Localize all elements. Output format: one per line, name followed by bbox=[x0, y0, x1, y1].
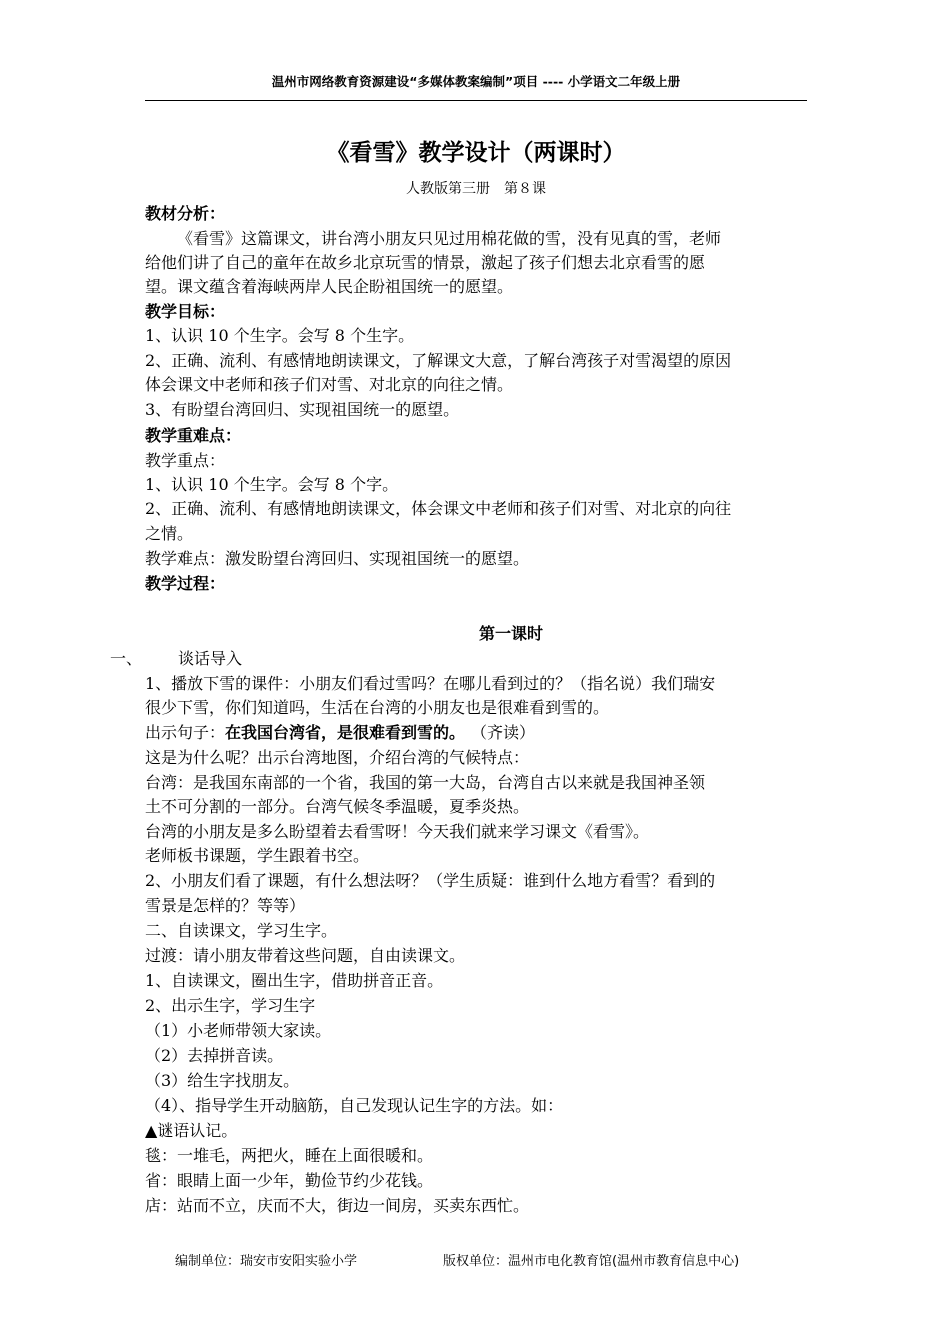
lesson-line: 1、播放下雪的课件：小朋友们看过雪吗？在哪儿看到过的？（指名说）我们瑞安 bbox=[145, 674, 716, 693]
lesson-line: 省：眼睛上面一少年，勤俭节约少花钱。 bbox=[145, 1171, 434, 1190]
lesson-line: 很少下雪，你们知道吗，生活在台湾的小朋友也是很难看到雪的。 bbox=[145, 698, 610, 717]
lesson-line: 2、小朋友们看了课题，有什么想法呀？（学生质疑：谁到什么地方看雪？看到的 bbox=[145, 871, 716, 890]
show-sentence-line bbox=[145, 721, 535, 745]
lesson-line: 毯：一堆毛，两把火，睡在上面很暖和。 bbox=[145, 1146, 434, 1165]
keypoint-line: 之情。 bbox=[145, 524, 194, 543]
document-title: 《看雪》教学设计（两课时） bbox=[326, 139, 626, 166]
keypoint-line: 1、认识 10 个生字。会写 8 个字。 bbox=[145, 475, 399, 494]
keypoint-line: 教学重点： bbox=[145, 451, 226, 470]
lesson-line: 这是为什么呢？出示台湾地图，介绍台湾的气候特点： bbox=[145, 748, 530, 767]
keypoints-heading: 教学重难点： bbox=[145, 426, 242, 445]
goal-line: 体会课文中老师和孩子们对雪、对北京的向往之情。 bbox=[145, 375, 514, 394]
footer-editor: 编制单位：瑞安市安阳实验小学 bbox=[175, 1254, 358, 1269]
goal-line: 3、有盼望台湾回归、实现祖国统一的愿望。 bbox=[145, 400, 460, 419]
lesson-line: 过渡：请小朋友带着这些问题，自由读课文。 bbox=[145, 946, 466, 965]
lesson-line: ▲谜语认记。 bbox=[145, 1121, 238, 1140]
show-suffix: （齐读） bbox=[479, 723, 536, 742]
goals-heading: 教学目标： bbox=[145, 302, 226, 321]
lesson-line: 台湾：是我国东南部的一个省，我国的第一大岛，台湾自古以来就是我国神圣领 bbox=[145, 773, 706, 792]
goal-line: 2、正确、流利、有感情地朗读课文，了解课文大意，了解台湾孩子对雪渴望的原因 bbox=[145, 351, 732, 370]
show-prefix: 出示句子： bbox=[145, 723, 226, 742]
document-subtitle: 人教版第三册 第８课 bbox=[406, 181, 546, 197]
lesson-line: 雪景是怎样的？等等） bbox=[145, 896, 306, 915]
footer-copyright: 版权单位：温州市电化教育馆(温州市教育信息中心) bbox=[443, 1254, 740, 1269]
lesson-line: 2、出示生字，学习生字 bbox=[145, 996, 316, 1015]
show-sentence: 在我国台湾省，是很难看到雪的。 bbox=[225, 723, 466, 742]
lesson-line: 1、自读课文，圈出生字，借助拼音正音。 bbox=[145, 971, 444, 990]
lesson-line: （3）给生字找朋友。 bbox=[145, 1071, 300, 1090]
lesson-line: 老师板书课题，学生跟着书空。 bbox=[145, 846, 370, 865]
lesson1-heading: 第一课时 bbox=[478, 624, 543, 643]
analysis-line: 《看雪》这篇课文，讲台湾小朋友只见过用棉花做的雪，没有见真的雪，老师 bbox=[177, 229, 722, 248]
part1-title: 谈话导入 bbox=[178, 649, 243, 668]
keypoint-line: 教学难点：激发盼望台湾回归、实现祖国统一的愿望。 bbox=[145, 549, 530, 568]
lesson-line: 土不可分割的一部分。台湾气候冬季温暖，夏季炎热。 bbox=[145, 797, 530, 816]
lesson-line: （2）去掉拼音读。 bbox=[145, 1046, 284, 1065]
header-rule bbox=[145, 100, 807, 101]
lesson-line: （1）小老师带领大家读。 bbox=[145, 1021, 332, 1040]
analysis-line: 给他们讲了自己的童年在故乡北京玩雪的情景，激起了孩子们想去北京看雪的愿 bbox=[145, 253, 706, 272]
keypoint-line: 2、正确、流利、有感情地朗读课文，体会课文中老师和孩子们对雪、对北京的向往 bbox=[145, 499, 732, 518]
lesson-line: 二、自读课文，学习生字。 bbox=[145, 921, 338, 940]
process-heading: 教学过程： bbox=[145, 574, 226, 593]
goal-line: 1、认识 10 个生字。会写 8 个生字。 bbox=[145, 326, 415, 345]
analysis-heading: 教材分析： bbox=[145, 204, 226, 223]
lesson-line: （4）、指导学生开动脑筋，自己发现认记生字的方法。如： bbox=[145, 1096, 564, 1115]
page-header: 温州市网络教育资源建设“多媒体教案编制”项目 ---- 小学语文二年级上册 bbox=[271, 74, 681, 89]
analysis-line: 望。课文蕴含着海峡两岸人民企盼祖国统一的愿望。 bbox=[145, 277, 514, 296]
part1-number: 一、 bbox=[110, 649, 143, 668]
lesson-line: 台湾的小朋友是多么盼望着去看雪呀！今天我们就来学习课文《看雪》。 bbox=[145, 822, 650, 841]
lesson-line: 店：站而不立，庆而不大，街边一间房，买卖东西忙。 bbox=[145, 1196, 530, 1215]
